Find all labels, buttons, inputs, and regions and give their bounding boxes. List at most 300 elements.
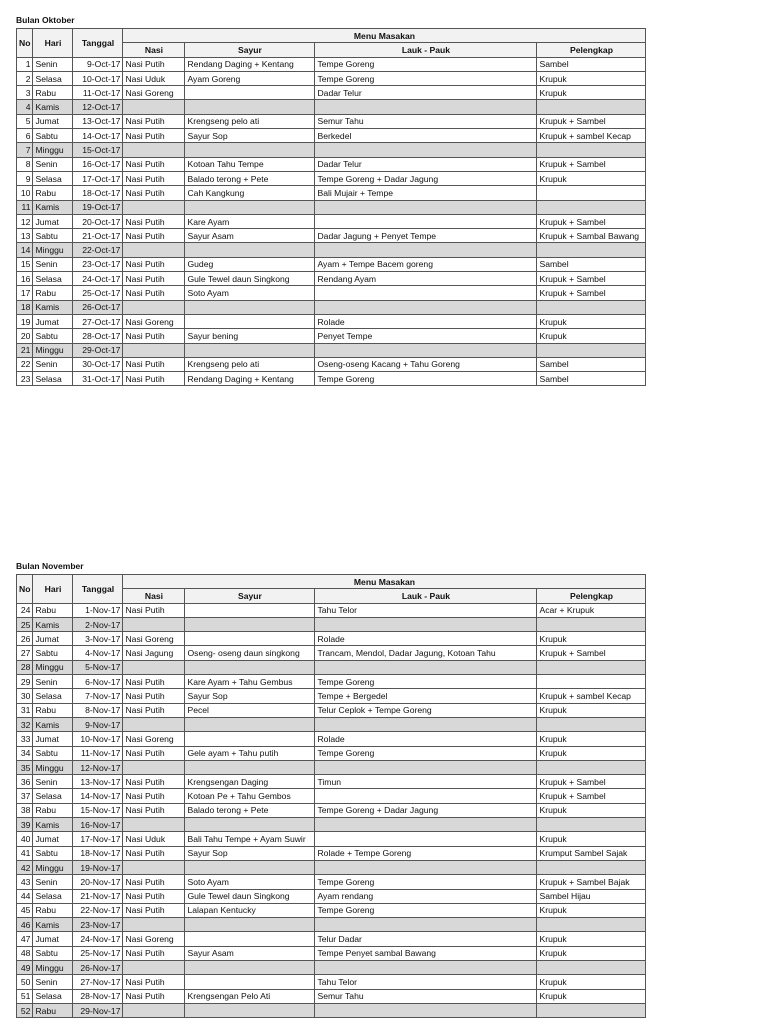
header-no: No (17, 575, 33, 604)
cell-lauk-pauk: Bali Mujair + Tempe (315, 186, 537, 200)
cell-sayur (185, 961, 315, 975)
cell-tanggal: 21-Nov-17 (73, 889, 123, 903)
table-row (17, 975, 646, 989)
cell-no: 5 (17, 114, 33, 128)
cell-tanggal: 20-Nov-17 (73, 875, 123, 889)
cell-no: 7 (17, 143, 33, 157)
cell-sayur: Sayur Sop (185, 689, 315, 703)
cell-lauk-pauk: Tempe Goreng (315, 372, 537, 386)
cell-sayur: Rendang Daging + Kentang (185, 57, 315, 71)
cell-lauk-pauk (315, 143, 537, 157)
cell-hari: Jumat (33, 732, 73, 746)
cell-nasi: Nasi Putih (123, 114, 185, 128)
cell-pelengkap (537, 860, 646, 874)
cell-hari: Senin (33, 57, 73, 71)
cell-no: 48 (17, 946, 33, 960)
cell-tanggal: 10-Nov-17 (73, 732, 123, 746)
header-no: No (17, 29, 33, 58)
cell-sayur: Ayam Goreng (185, 71, 315, 85)
cell-hari: Rabu (33, 803, 73, 817)
cell-pelengkap (537, 675, 646, 689)
header-lauk-pauk: Lauk - Pauk (315, 589, 537, 603)
cell-sayur (185, 86, 315, 100)
cell-no: 39 (17, 818, 33, 832)
cell-pelengkap: Krupuk (537, 86, 646, 100)
table-row (17, 129, 646, 143)
cell-pelengkap: Krupuk (537, 171, 646, 185)
cell-no: 13 (17, 229, 33, 243)
cell-tanggal: 22-Nov-17 (73, 903, 123, 917)
cell-no: 47 (17, 932, 33, 946)
cell-pelengkap: Acar + Krupuk (537, 603, 646, 617)
cell-nasi: Nasi Putih (123, 703, 185, 717)
cell-tanggal: 25-Nov-17 (73, 946, 123, 960)
cell-hari: Sabtu (33, 329, 73, 343)
cell-sayur: Balado terong + Pete (185, 803, 315, 817)
cell-lauk-pauk (315, 860, 537, 874)
cell-sayur (185, 603, 315, 617)
cell-pelengkap (537, 343, 646, 357)
cell-sayur (185, 243, 315, 257)
cell-tanggal: 10-Oct-17 (73, 71, 123, 85)
cell-lauk-pauk (315, 100, 537, 114)
table-row (17, 114, 646, 128)
cell-sayur (185, 200, 315, 214)
cell-lauk-pauk: Tempe Goreng (315, 746, 537, 760)
cell-tanggal: 5-Nov-17 (73, 660, 123, 674)
cell-tanggal: 27-Nov-17 (73, 975, 123, 989)
cell-sayur: Kare Ayam (185, 214, 315, 228)
cell-nasi (123, 143, 185, 157)
cell-pelengkap (537, 243, 646, 257)
cell-pelengkap (537, 961, 646, 975)
cell-nasi: Nasi Putih (123, 746, 185, 760)
cell-pelengkap: Krumput Sambel Sajak (537, 846, 646, 860)
cell-no: 23 (17, 372, 33, 386)
cell-hari: Sabtu (33, 946, 73, 960)
cell-sayur: Soto Ayam (185, 286, 315, 300)
cell-nasi: Nasi Putih (123, 603, 185, 617)
cell-sayur: Gudeg (185, 257, 315, 271)
cell-lauk-pauk: Tempe Goreng (315, 903, 537, 917)
cell-nasi: Nasi Goreng (123, 632, 185, 646)
cell-lauk-pauk: Rolade + Tempe Goreng (315, 846, 537, 860)
table-row (17, 689, 646, 703)
cell-no: 52 (17, 1003, 33, 1017)
table-row (17, 214, 646, 228)
cell-tanggal: 26-Oct-17 (73, 300, 123, 314)
cell-no: 22 (17, 357, 33, 371)
section-title: Bulan Oktober (16, 15, 75, 25)
cell-no: 38 (17, 803, 33, 817)
cell-pelengkap: Sambel (537, 372, 646, 386)
cell-lauk-pauk (315, 832, 537, 846)
cell-nasi (123, 660, 185, 674)
cell-no: 43 (17, 875, 33, 889)
cell-hari: Senin (33, 257, 73, 271)
cell-hari: Kamis (33, 200, 73, 214)
cell-no: 25 (17, 617, 33, 631)
cell-tanggal: 24-Oct-17 (73, 272, 123, 286)
cell-sayur: Krengsengan Daging (185, 775, 315, 789)
cell-hari: Jumat (33, 632, 73, 646)
cell-tanggal: 11-Oct-17 (73, 86, 123, 100)
cell-nasi: Nasi Uduk (123, 71, 185, 85)
header-sayur: Sayur (185, 43, 315, 57)
cell-hari: Kamis (33, 100, 73, 114)
cell-sayur (185, 818, 315, 832)
cell-hari: Kamis (33, 918, 73, 932)
table-row (17, 946, 646, 960)
cell-nasi: Nasi Putih (123, 186, 185, 200)
cell-no: 37 (17, 789, 33, 803)
cell-tanggal: 14-Nov-17 (73, 789, 123, 803)
table-row (17, 57, 646, 71)
cell-no: 30 (17, 689, 33, 703)
cell-no: 41 (17, 846, 33, 860)
cell-hari: Senin (33, 975, 73, 989)
cell-tanggal: 9-Oct-17 (73, 57, 123, 71)
cell-tanggal: 29-Nov-17 (73, 1003, 123, 1017)
cell-pelengkap: Krupuk + sambel Kecap (537, 689, 646, 703)
cell-nasi (123, 100, 185, 114)
cell-hari: Sabtu (33, 646, 73, 660)
cell-nasi: Nasi Putih (123, 889, 185, 903)
cell-nasi: Nasi Putih (123, 875, 185, 889)
table-row (17, 200, 646, 214)
cell-nasi: Nasi Putih (123, 775, 185, 789)
cell-tanggal: 3-Nov-17 (73, 632, 123, 646)
cell-nasi: Nasi Putih (123, 171, 185, 185)
cell-pelengkap: Krupuk (537, 732, 646, 746)
cell-lauk-pauk: Semur Tahu (315, 989, 537, 1003)
cell-nasi: Nasi Putih (123, 372, 185, 386)
cell-tanggal: 16-Nov-17 (73, 818, 123, 832)
cell-nasi (123, 300, 185, 314)
cell-tanggal: 13-Oct-17 (73, 114, 123, 128)
cell-pelengkap: Krupuk (537, 903, 646, 917)
cell-pelengkap: Krupuk (537, 71, 646, 85)
table-row (17, 760, 646, 774)
header-nasi: Nasi (123, 589, 185, 603)
header-sayur: Sayur (185, 589, 315, 603)
menu-table (16, 28, 646, 386)
section-title: Bulan November (16, 561, 84, 571)
header-pelengkap: Pelengkap (537, 589, 646, 603)
cell-pelengkap: Krupuk (537, 632, 646, 646)
cell-tanggal: 17-Oct-17 (73, 171, 123, 185)
cell-sayur: Krengseng pelo ati (185, 114, 315, 128)
table-row (17, 675, 646, 689)
cell-lauk-pauk (315, 214, 537, 228)
cell-sayur: Kare Ayam + Tahu Gembus (185, 675, 315, 689)
table-row (17, 732, 646, 746)
cell-pelengkap: Krupuk (537, 989, 646, 1003)
cell-lauk-pauk: Tempe Goreng (315, 57, 537, 71)
section-november (16, 560, 646, 1018)
cell-hari: Rabu (33, 86, 73, 100)
cell-lauk-pauk (315, 660, 537, 674)
cell-nasi: Nasi Putih (123, 357, 185, 371)
cell-no: 49 (17, 961, 33, 975)
table-row (17, 789, 646, 803)
header-lauk-pauk: Lauk - Pauk (315, 43, 537, 57)
cell-tanggal: 28-Oct-17 (73, 329, 123, 343)
cell-tanggal: 23-Oct-17 (73, 257, 123, 271)
cell-lauk-pauk (315, 1003, 537, 1017)
cell-hari: Senin (33, 357, 73, 371)
table-row (17, 632, 646, 646)
table-row (17, 171, 646, 185)
cell-lauk-pauk: Tempe Goreng + Dadar Jagung (315, 171, 537, 185)
cell-pelengkap: Krupuk + Sambel (537, 114, 646, 128)
table-row (17, 660, 646, 674)
cell-lauk-pauk (315, 760, 537, 774)
cell-lauk-pauk (315, 286, 537, 300)
cell-tanggal: 6-Nov-17 (73, 675, 123, 689)
cell-sayur: Gule Tewel daun Singkong (185, 889, 315, 903)
cell-no: 16 (17, 272, 33, 286)
cell-no: 26 (17, 632, 33, 646)
cell-sayur: Sayur Sop (185, 129, 315, 143)
cell-nasi: Nasi Putih (123, 946, 185, 960)
cell-no: 40 (17, 832, 33, 846)
cell-lauk-pauk: Berkedel (315, 129, 537, 143)
cell-no: 18 (17, 300, 33, 314)
cell-sayur: Kotoan Tahu Tempe (185, 157, 315, 171)
cell-sayur (185, 860, 315, 874)
cell-no: 14 (17, 243, 33, 257)
cell-lauk-pauk: Dadar Telur (315, 86, 537, 100)
table-row (17, 832, 646, 846)
cell-nasi (123, 200, 185, 214)
cell-no: 6 (17, 129, 33, 143)
cell-sayur: Gule Tewel daun Singkong (185, 272, 315, 286)
cell-lauk-pauk (315, 243, 537, 257)
cell-hari: Sabtu (33, 746, 73, 760)
cell-lauk-pauk: Tempe Penyet sambal Bawang (315, 946, 537, 960)
cell-lauk-pauk (315, 961, 537, 975)
cell-lauk-pauk (315, 300, 537, 314)
cell-sayur: Sayur bening (185, 329, 315, 343)
cell-sayur (185, 717, 315, 731)
cell-tanggal: 24-Nov-17 (73, 932, 123, 946)
cell-hari: Kamis (33, 717, 73, 731)
header-pelengkap: Pelengkap (537, 43, 646, 57)
header-hari: Hari (33, 29, 73, 58)
cell-nasi: Nasi Putih (123, 286, 185, 300)
table-row (17, 918, 646, 932)
cell-nasi (123, 617, 185, 631)
cell-pelengkap (537, 760, 646, 774)
cell-pelengkap: Krupuk (537, 946, 646, 960)
cell-pelengkap: Krupuk + sambel Kecap (537, 129, 646, 143)
cell-pelengkap (537, 186, 646, 200)
cell-no: 9 (17, 171, 33, 185)
table-row (17, 989, 646, 1003)
table-row (17, 846, 646, 860)
cell-no: 45 (17, 903, 33, 917)
cell-nasi: Nasi Goreng (123, 932, 185, 946)
cell-nasi: Nasi Putih (123, 989, 185, 1003)
table-row (17, 617, 646, 631)
cell-tanggal: 15-Oct-17 (73, 143, 123, 157)
cell-hari: Sabtu (33, 229, 73, 243)
cell-lauk-pauk: Oseng-oseng Kacang + Tahu Goreng (315, 357, 537, 371)
cell-nasi: Nasi Goreng (123, 86, 185, 100)
cell-tanggal: 19-Oct-17 (73, 200, 123, 214)
cell-no: 20 (17, 329, 33, 343)
cell-pelengkap: Sambel (537, 257, 646, 271)
table-row (17, 932, 646, 946)
header-hari: Hari (33, 575, 73, 604)
cell-tanggal: 27-Oct-17 (73, 314, 123, 328)
cell-hari: Rabu (33, 903, 73, 917)
cell-nasi: Nasi Putih (123, 803, 185, 817)
cell-hari: Minggu (33, 760, 73, 774)
cell-sayur (185, 143, 315, 157)
table-row (17, 818, 646, 832)
cell-hari: Minggu (33, 343, 73, 357)
cell-lauk-pauk (315, 343, 537, 357)
cell-sayur (185, 314, 315, 328)
cell-no: 17 (17, 286, 33, 300)
cell-lauk-pauk: Rolade (315, 632, 537, 646)
cell-sayur: Balado terong + Pete (185, 171, 315, 185)
cell-tanggal: 17-Nov-17 (73, 832, 123, 846)
cell-nasi: Nasi Putih (123, 689, 185, 703)
table-row (17, 143, 646, 157)
table-row (17, 100, 646, 114)
cell-no: 31 (17, 703, 33, 717)
cell-hari: Selasa (33, 889, 73, 903)
header-menu-masakan: Menu Masakan (123, 29, 646, 43)
cell-nasi (123, 760, 185, 774)
cell-hari: Selasa (33, 171, 73, 185)
cell-tanggal: 26-Nov-17 (73, 961, 123, 975)
cell-no: 34 (17, 746, 33, 760)
header-menu-masakan: Menu Masakan (123, 575, 646, 589)
cell-nasi (123, 918, 185, 932)
cell-tanggal: 28-Nov-17 (73, 989, 123, 1003)
cell-nasi: Nasi Uduk (123, 832, 185, 846)
cell-nasi (123, 961, 185, 975)
cell-sayur (185, 918, 315, 932)
cell-lauk-pauk: Timun (315, 775, 537, 789)
cell-nasi: Nasi Putih (123, 675, 185, 689)
cell-no: 51 (17, 989, 33, 1003)
cell-hari: Senin (33, 775, 73, 789)
cell-sayur: Pecel (185, 703, 315, 717)
cell-no: 21 (17, 343, 33, 357)
cell-hari: Kamis (33, 300, 73, 314)
cell-no: 32 (17, 717, 33, 731)
cell-nasi: Nasi Putih (123, 975, 185, 989)
cell-no: 29 (17, 675, 33, 689)
cell-pelengkap (537, 717, 646, 731)
cell-pelengkap (537, 818, 646, 832)
cell-tanggal: 31-Oct-17 (73, 372, 123, 386)
cell-sayur: Cah Kangkung (185, 186, 315, 200)
cell-tanggal: 20-Oct-17 (73, 214, 123, 228)
cell-nasi: Nasi Jagung (123, 646, 185, 660)
cell-sayur (185, 760, 315, 774)
table-row (17, 703, 646, 717)
cell-nasi: Nasi Putih (123, 157, 185, 171)
cell-nasi: Nasi Putih (123, 214, 185, 228)
cell-hari: Jumat (33, 114, 73, 128)
cell-tanggal: 7-Nov-17 (73, 689, 123, 703)
cell-no: 11 (17, 200, 33, 214)
cell-hari: Senin (33, 157, 73, 171)
cell-hari: Minggu (33, 143, 73, 157)
cell-no: 8 (17, 157, 33, 171)
cell-tanggal: 2-Nov-17 (73, 617, 123, 631)
cell-no: 36 (17, 775, 33, 789)
cell-tanggal: 18-Oct-17 (73, 186, 123, 200)
cell-tanggal: 19-Nov-17 (73, 860, 123, 874)
cell-no: 27 (17, 646, 33, 660)
cell-no: 28 (17, 660, 33, 674)
table-row (17, 372, 646, 386)
cell-no: 12 (17, 214, 33, 228)
cell-hari: Minggu (33, 961, 73, 975)
cell-hari: Jumat (33, 832, 73, 846)
cell-hari: Kamis (33, 617, 73, 631)
cell-no: 50 (17, 975, 33, 989)
header-nasi: Nasi (123, 43, 185, 57)
cell-no: 46 (17, 918, 33, 932)
cell-hari: Jumat (33, 932, 73, 946)
table-row (17, 229, 646, 243)
cell-hari: Sabtu (33, 846, 73, 860)
cell-no: 42 (17, 860, 33, 874)
table-row (17, 257, 646, 271)
cell-pelengkap: Krupuk (537, 975, 646, 989)
cell-lauk-pauk: Trancam, Mendol, Dadar Jagung, Kotoan Tahu (315, 646, 537, 660)
cell-lauk-pauk: Rolade (315, 732, 537, 746)
cell-sayur: Sayur Sop (185, 846, 315, 860)
cell-pelengkap: Krupuk + Sambal Bawang (537, 229, 646, 243)
table-row (17, 243, 646, 257)
cell-pelengkap (537, 300, 646, 314)
cell-hari: Selasa (33, 689, 73, 703)
cell-nasi: Nasi Putih (123, 229, 185, 243)
cell-tanggal: 11-Nov-17 (73, 746, 123, 760)
cell-pelengkap: Krupuk + Sambel (537, 272, 646, 286)
cell-nasi (123, 343, 185, 357)
cell-lauk-pauk (315, 918, 537, 932)
cell-tanggal: 30-Oct-17 (73, 357, 123, 371)
cell-pelengkap: Sambel (537, 357, 646, 371)
cell-sayur (185, 632, 315, 646)
cell-pelengkap: Krupuk (537, 329, 646, 343)
cell-nasi: Nasi Putih (123, 129, 185, 143)
cell-pelengkap: Krupuk (537, 314, 646, 328)
cell-hari: Jumat (33, 314, 73, 328)
cell-lauk-pauk: Tahu Telor (315, 603, 537, 617)
cell-tanggal: 13-Nov-17 (73, 775, 123, 789)
table-row (17, 646, 646, 660)
cell-lauk-pauk: Rendang Ayam (315, 272, 537, 286)
cell-no: 2 (17, 71, 33, 85)
cell-sayur: Bali Tahu Tempe + Ayam Suwir (185, 832, 315, 846)
table-row (17, 903, 646, 917)
table-row (17, 875, 646, 889)
cell-nasi: Nasi Goreng (123, 732, 185, 746)
cell-sayur: Rendang Daging + Kentang (185, 372, 315, 386)
cell-pelengkap: Krupuk (537, 932, 646, 946)
